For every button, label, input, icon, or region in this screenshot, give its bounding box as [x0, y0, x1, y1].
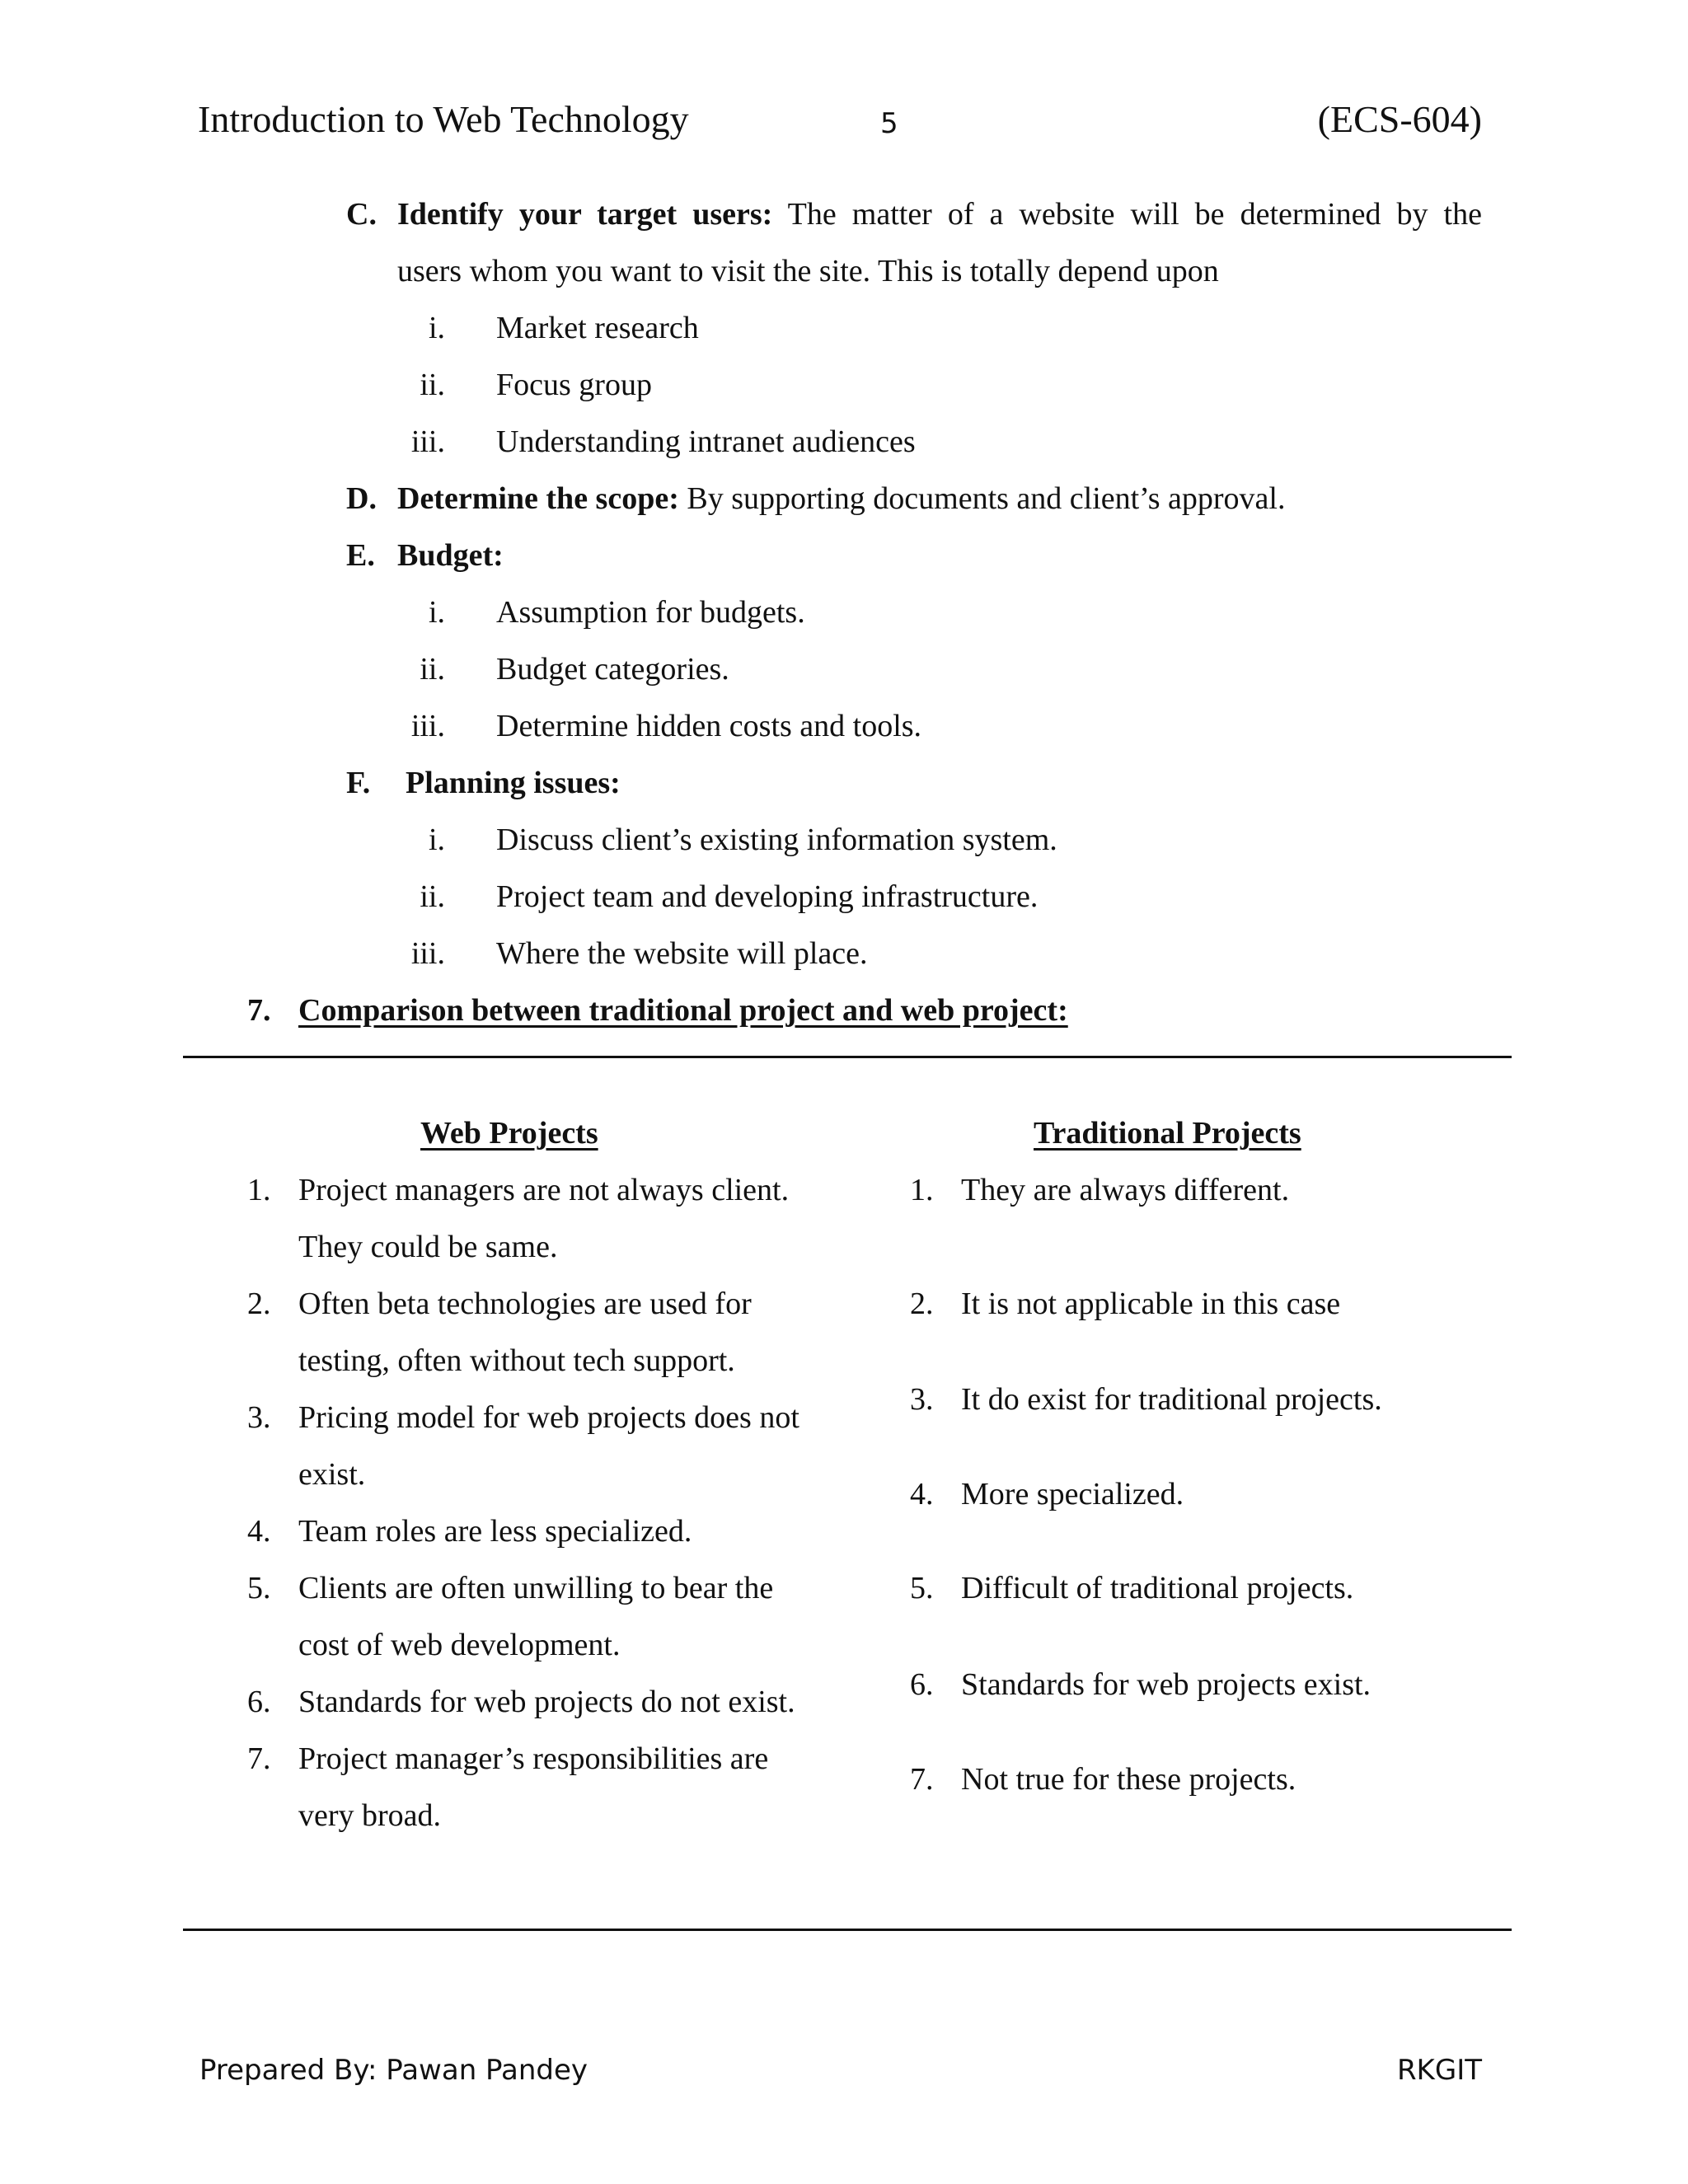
web-item-number: 1.: [247, 1173, 271, 1207]
web-item-number: 7.: [247, 1741, 271, 1776]
traditional-item-number: 3.: [910, 1382, 934, 1417]
traditional-item-text: Not true for these projects.: [961, 1762, 1296, 1797]
web-item-line: Team roles are less specialized.: [298, 1514, 692, 1549]
traditional-item-number: 2.: [910, 1286, 934, 1321]
comparison-heading: Comparison between traditional project and web project:: [298, 993, 1068, 1028]
web-item-line: exist.: [298, 1457, 366, 1492]
web-item-number: 5.: [247, 1571, 271, 1605]
footer-institute: RKGIT: [1396, 2054, 1482, 2087]
section-e-item: Budget categories.: [496, 652, 729, 687]
traditional-item-text: More specialized.: [961, 1477, 1184, 1511]
section-c-item: Understanding intranet audiences: [496, 424, 916, 459]
section-f-item-marker: i.: [428, 823, 445, 857]
web-item-line: Often beta technologies are used for: [298, 1286, 752, 1321]
section-c-heading: Identify your target users:: [397, 197, 773, 232]
web-item-number: 2.: [247, 1286, 271, 1321]
section-c-item-marker: ii.: [420, 368, 445, 402]
section-e-marker: E.: [346, 538, 375, 573]
header-title: Introduction to Web Technology: [198, 98, 689, 140]
section-d-marker: D.: [346, 481, 377, 516]
section-c-marker: C.: [346, 197, 377, 232]
web-item-line: testing, often without tech support.: [298, 1343, 735, 1378]
section-f-item: Discuss client’s existing information system.: [496, 823, 1057, 857]
web-item-line: very broad.: [298, 1798, 442, 1833]
footer-prepared-by: Prepared By: Pawan Pandey: [199, 2054, 588, 2087]
section-e-item-marker: ii.: [420, 652, 445, 687]
section-d-heading: Determine the scope:: [397, 481, 679, 516]
section-f-item: Project team and developing infrastructure.: [496, 879, 1039, 914]
web-item-line: Standards for web projects do not exist.: [298, 1685, 795, 1719]
web-item-number: 6.: [247, 1685, 271, 1719]
section-e-item: Determine hidden costs and tools.: [496, 709, 922, 743]
traditional-item-number: 7.: [910, 1762, 934, 1797]
comparison-number: 7.: [247, 993, 271, 1028]
traditional-item-text: It do exist for traditional projects.: [961, 1382, 1382, 1417]
traditional-item-number: 4.: [910, 1477, 934, 1511]
traditional-item-text: Standards for web projects exist.: [961, 1667, 1372, 1702]
section-c-item: Focus group: [496, 368, 652, 402]
web-item-line: They could be same.: [298, 1230, 558, 1264]
traditional-item-text: They are always different.: [961, 1173, 1290, 1207]
traditional-item-text: Difficult of traditional projects.: [961, 1571, 1354, 1605]
table-top-rule: [183, 1056, 1512, 1058]
section-c-item: Market research: [496, 311, 699, 345]
web-item-line: Project managers are not always client.: [298, 1173, 790, 1207]
section-e-item-marker: iii.: [410, 709, 445, 743]
traditional-item-number: 1.: [910, 1173, 934, 1207]
section-e-item-marker: i.: [428, 595, 445, 630]
web-item-line: cost of web development.: [298, 1628, 621, 1662]
web-projects-heading: Web Projects: [420, 1116, 598, 1151]
section-c-text-line2: users whom you want to visit the site. This is totally depend upon: [397, 254, 1219, 288]
section-f-item-marker: iii.: [410, 936, 445, 971]
section-e-item: Assumption for budgets.: [496, 595, 805, 630]
traditional-item-number: 5.: [910, 1571, 934, 1605]
section-e-heading: Budget:: [397, 538, 504, 573]
course-code: (ECS-604): [1317, 98, 1482, 140]
web-item-number: 3.: [247, 1400, 271, 1435]
web-item-line: Clients are often unwilling to bear the: [298, 1571, 774, 1605]
page-number: 5: [880, 107, 898, 140]
section-f-marker: F.: [346, 766, 371, 800]
web-item-line: Project manager’s responsibilities are: [298, 1741, 769, 1776]
table-bottom-rule: [183, 1929, 1512, 1931]
section-f-item: Where the website will place.: [496, 936, 868, 971]
traditional-item-text: It is not applicable in this case: [961, 1286, 1341, 1321]
section-d-text: By supporting documents and client’s approval.: [687, 481, 1286, 516]
section-f-heading: Planning issues:: [406, 766, 621, 800]
section-f-item-marker: ii.: [420, 879, 445, 914]
section-c-item-marker: iii.: [410, 424, 445, 459]
section-c-text-line1: The matter of a website will be determined by the: [787, 197, 1482, 232]
web-item-number: 4.: [247, 1514, 271, 1549]
traditional-item-number: 6.: [910, 1667, 934, 1702]
traditional-projects-heading: Traditional Projects: [1034, 1116, 1301, 1151]
section-d-line: [397, 480, 1285, 517]
web-item-line: Pricing model for web projects does not: [298, 1400, 799, 1435]
section-c-item-marker: i.: [428, 311, 445, 345]
section-c-line1: [397, 196, 1482, 232]
